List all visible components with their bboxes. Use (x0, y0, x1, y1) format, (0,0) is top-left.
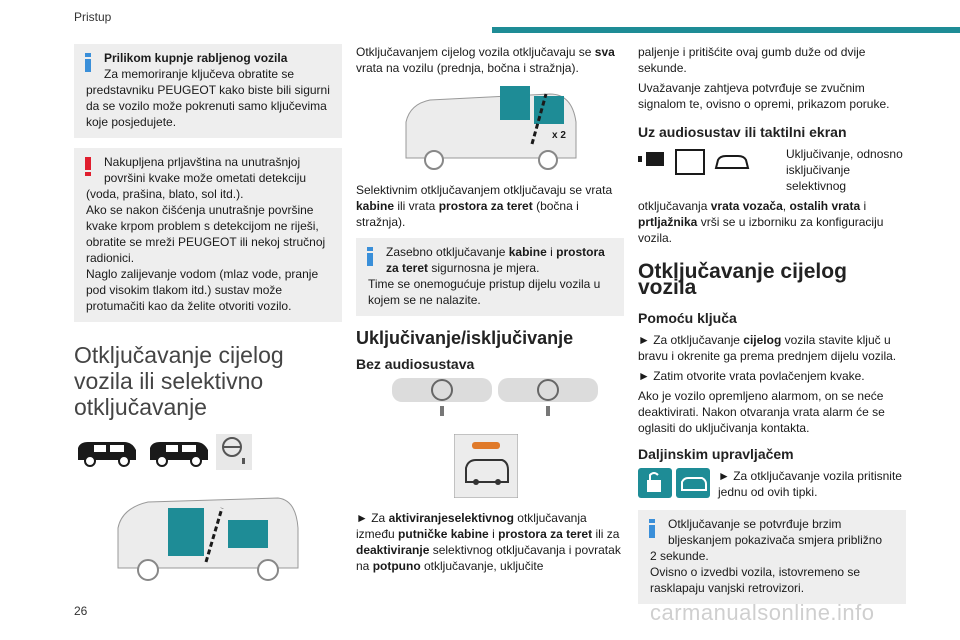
note-line: Za memoriranje ključeva obratite se (104, 67, 295, 81)
section-title: Otključavanje cijelog vozila ili selektivno otključavanje (74, 342, 284, 420)
paragraph: Uvažavanje zahtjeva potvrđuje se zvučnim signalom te, ovisno o opremi, prikazom poruke. (638, 81, 890, 111)
subsection-heading: Daljinskim upravljačem (638, 446, 794, 462)
header-accent-bar (492, 27, 960, 33)
subsection-heading: Uz audiosustav ili taktilni ekran (638, 124, 847, 140)
van-illustration-full (356, 82, 624, 174)
section-heading: Otključavanje cijelog vozila (638, 260, 847, 299)
vehicle-icons-row (74, 434, 342, 474)
note-line: Nakupljena prljavština na unutrašnjoj (104, 155, 301, 169)
van-full-unlock-illustration (400, 82, 580, 170)
subsection-heading: Bez audiosustava (356, 356, 475, 372)
paragraph: ► Za otključavanje vozila pritisnite jednu od ovih tipki. (718, 469, 902, 499)
note-body: predstavniku PEUGEOT kako biste bili sigurni da se vozilo može pokrenuti samo ključevima koje posjedujete. (86, 83, 330, 129)
note-line: bljeskanjem pokazivača smjera približno (668, 533, 883, 547)
note-body: Ako se nakon čišćenja unutrašnje površine kvake krpom problem s detekcijom ne riješi, obratite se mreži PEUGEOT ili nekoj stručnoj radionici. (86, 203, 326, 265)
van-illustration-selective (74, 488, 342, 584)
paragraph: Uključivanje, odnosno isključivanje selektivnog (786, 147, 903, 193)
info-icon (367, 247, 373, 266)
paragraph: ► Zatim otvorite vrata povlačenjem kvake. (638, 369, 865, 383)
remote-keys-block (638, 468, 906, 502)
config-menu-icons (638, 148, 772, 176)
info-note-separate-unlock: Zasebno otključavanje kabine i prostora za teret sigurnosna je mjera. Time se onemogućuje pristup dijelu vozila u kojem se ne nalazite. (356, 238, 624, 316)
info-note-used-vehicle (74, 44, 342, 138)
paragraph: otključavanja vrata vozača, ostalih vrata i prtljažnika vrši se u izborniku za konfiguraciju vozila. (638, 199, 884, 245)
warning-icon (85, 157, 91, 176)
page-number: 26 (74, 604, 88, 618)
press-twice-label: x 2 (552, 130, 566, 141)
note-title: Prilikom kupnje rabljenog vozila (104, 51, 288, 65)
note-line: površini kvake može ometati detekciju (104, 171, 307, 185)
note-body: (voda, prašina, blato, sol itd.). (86, 187, 244, 201)
subsection-heading: Pomoću ključa (638, 310, 737, 326)
column-2 (356, 44, 624, 578)
paragraph: ► Za otključavanje cijelog vozila stavite ključ u bravu i okrenite ga prema prednjem dijelu vozila. (638, 333, 897, 363)
paragraph: paljenje i pritišćite ovaj gumb duže od dvije sekunde. (638, 45, 866, 75)
van-unlock-cabin-icon (146, 436, 212, 468)
note-line: Otključavanje se potvrđuje brzim (668, 517, 842, 531)
paragraph: ► Za aktiviranjeselektivnog otključavanja između putničke kabine i prostora za teret ili za deaktiviranje selektivnog otključavanja i povratak na potpuno otključavanje, uključite (356, 511, 621, 573)
dashboard-right-hand-drive-icon (498, 378, 598, 420)
column-3 (638, 44, 906, 614)
note-body: Naglo zalijevanje vodom (mlaz vode, pranje pod visokim tlakom itd.) sustav može protumačiti kao da želite otvoriti vozilo. (86, 267, 319, 313)
section-heading: Uključivanje/isključivanje (356, 328, 574, 348)
paragraph: Otključavanjem cijelog vozila otključavaju se sva vrata na vozilu (prednja, bočna i stražnja). (356, 45, 615, 75)
unlock-key-button-icon (638, 468, 672, 498)
config-menu-block (638, 146, 906, 246)
steering-wheel-icon (216, 434, 252, 470)
paragraph: Ako je vozilo opremljeno alarmom, on se neće deaktivirati. Nakon otvaranja vrata alarm će se oglasiti do uključivanja kontakta. (638, 389, 885, 435)
note-body: Time se onemogućuje pristup dijelu vozila u kojem se ne nalazite. (368, 277, 601, 307)
dashboard-left-hand-drive-icon (392, 378, 492, 420)
watermark: carmanualsonline.info (650, 600, 875, 625)
van-unlock-all-icon (74, 436, 140, 468)
note-body: 2 sekunde. (650, 549, 709, 563)
paragraph: Selektivnim otključavanjem otključavaju se vrata kabine ili vrata prostora za teret (bočna i stražnja). (356, 183, 613, 229)
dashboard-illustration (356, 378, 624, 424)
info-note-confirmation (638, 510, 906, 604)
warning-note-dirt (74, 148, 342, 322)
selective-unlock-button-illustration (356, 434, 624, 500)
van-door-unlock-illustration (108, 488, 308, 584)
info-icon (85, 53, 91, 72)
unlock-selective-key-button-icon (676, 468, 710, 498)
note-body: Ovisno o izvedbi vozila, istovremeno se rasklapaju vanjski retrovizori. (650, 565, 861, 595)
chapter-title: Pristup (74, 10, 112, 24)
column-1 (74, 44, 342, 584)
info-icon (649, 519, 655, 538)
van-button-icon (454, 434, 518, 498)
